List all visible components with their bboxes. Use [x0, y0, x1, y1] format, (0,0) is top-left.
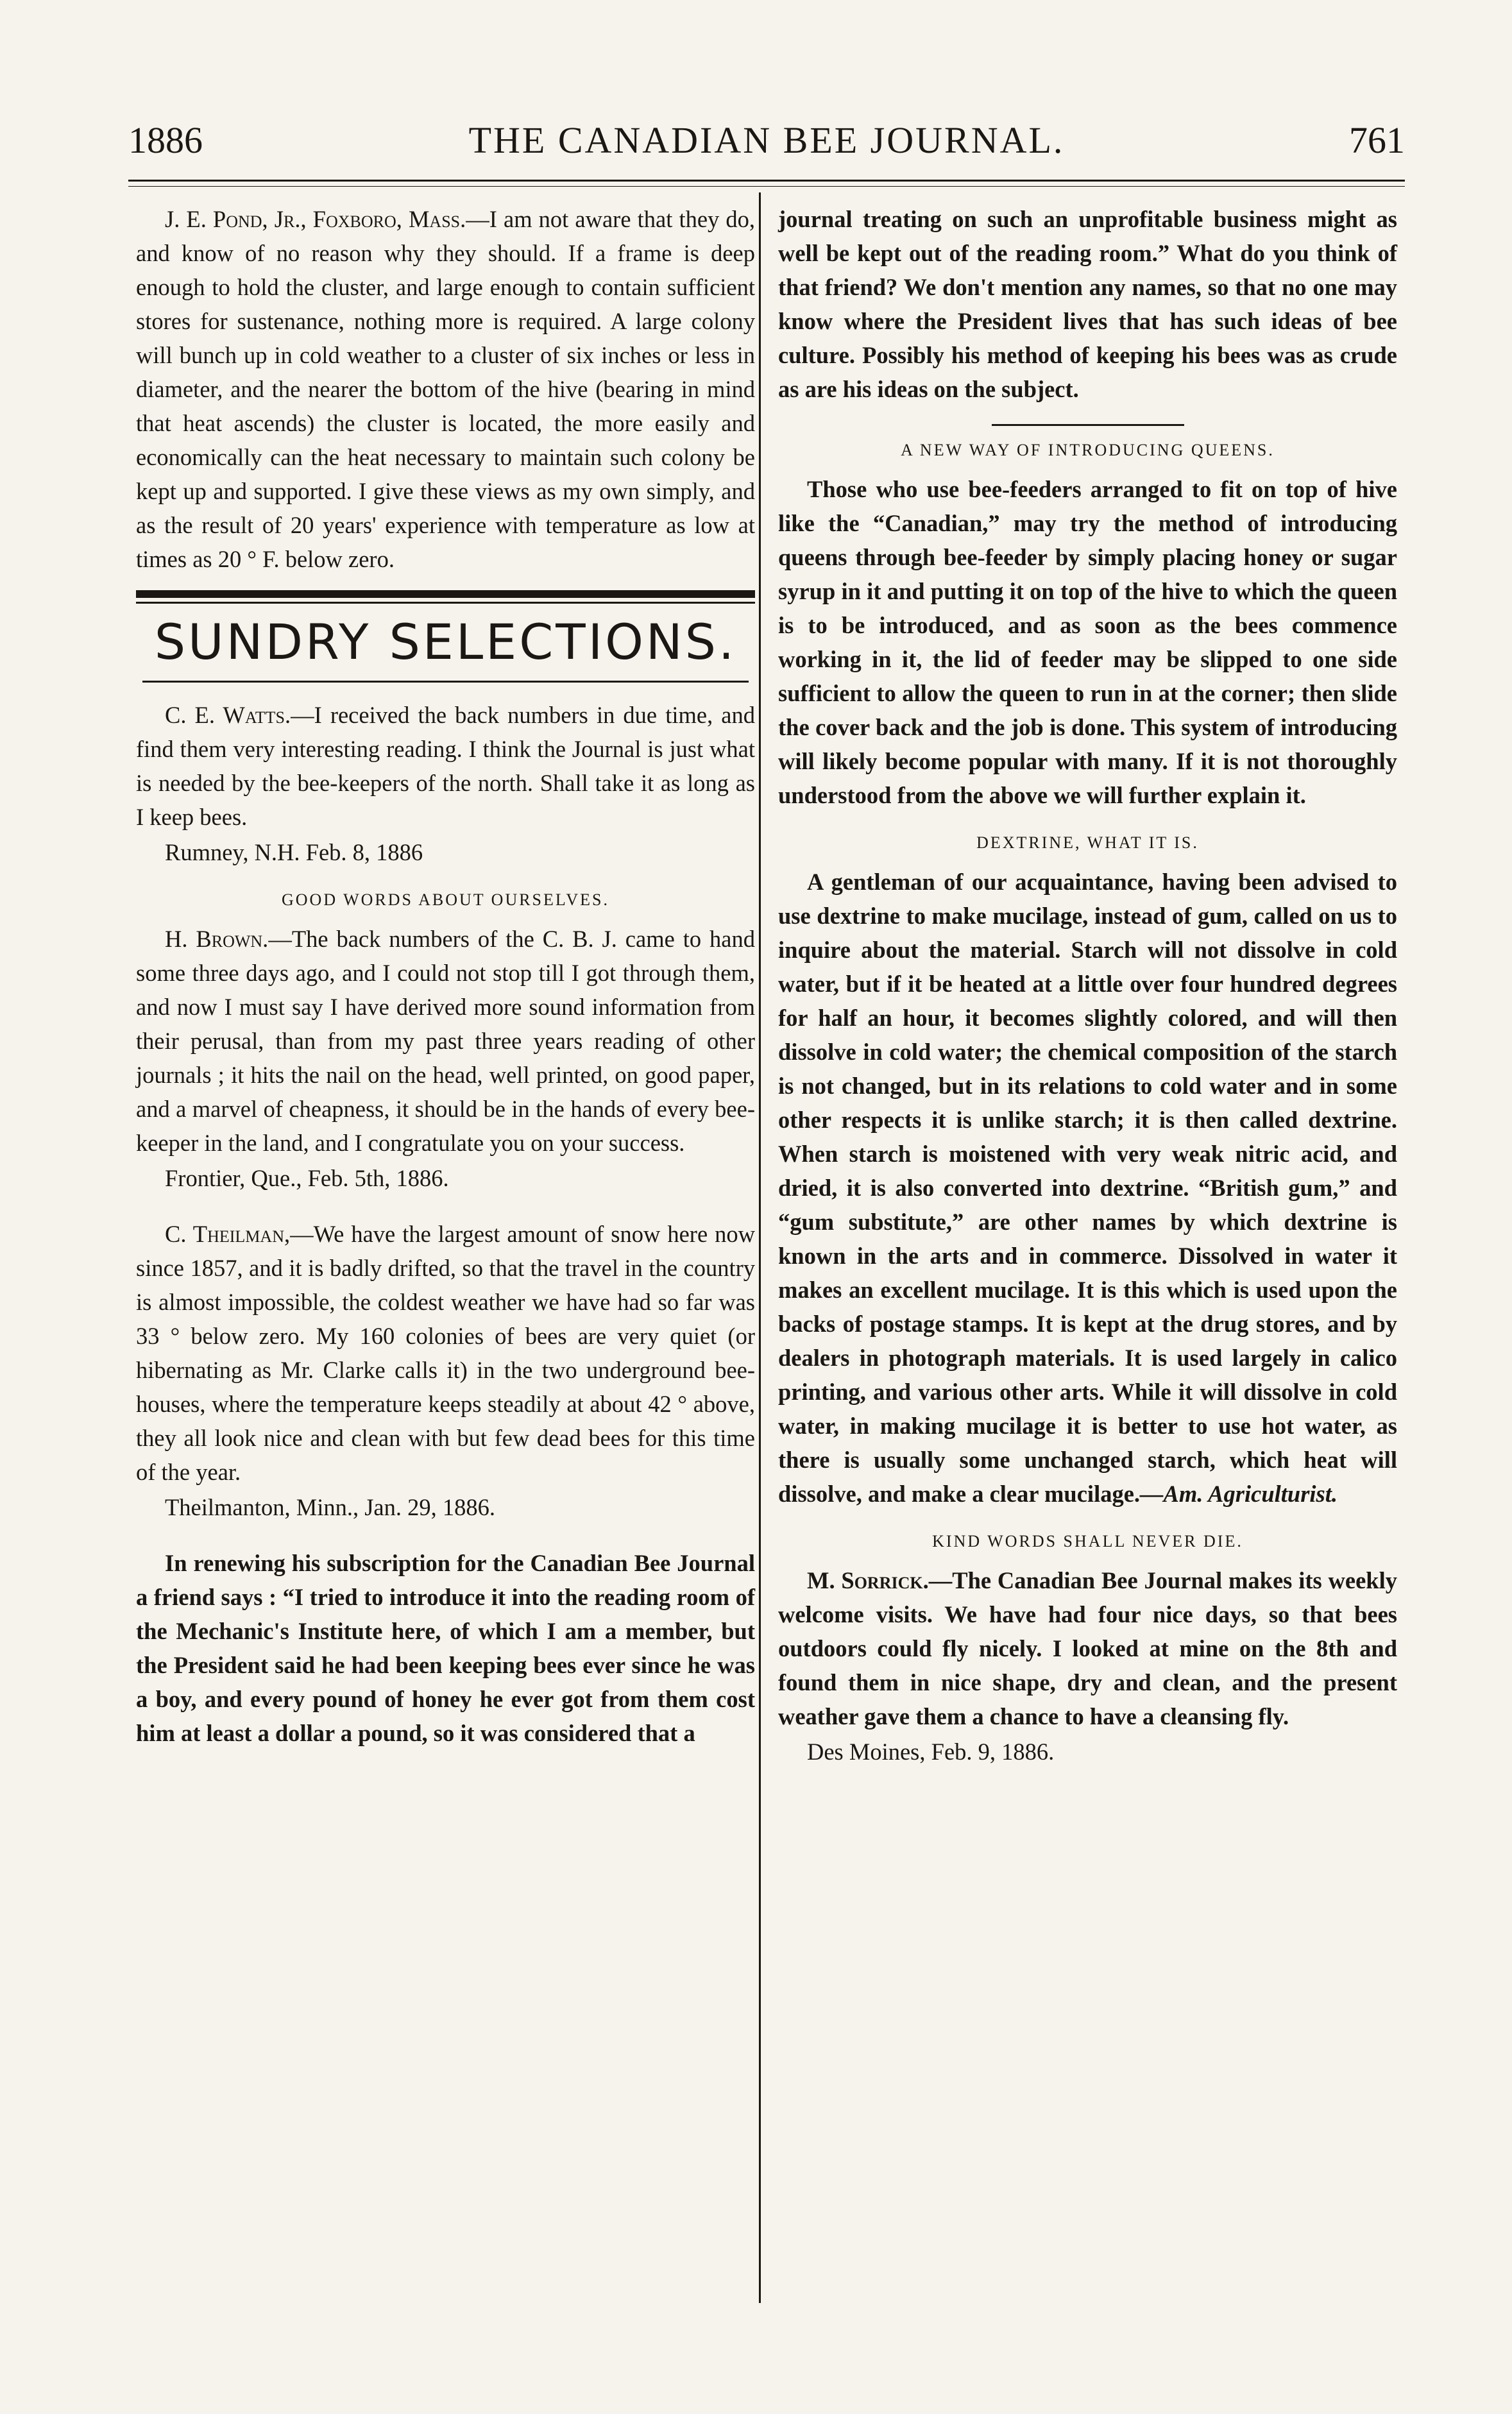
- brown-letter: [136, 922, 755, 1195]
- watts-letter: [136, 698, 755, 869]
- header-rule: [128, 180, 1405, 182]
- sundry-selections-banner: [136, 590, 755, 683]
- theilman-letter: [136, 1217, 755, 1524]
- spacer: [136, 1524, 755, 1546]
- renewing-body: In renewing his subscription for the Canadian Bee Journal a friend says : “I tried to introduce it into the reading room of the Mechanic's Institute here, of which I am a member, but the President said he had been keeping bees ever since he was a boy, and every pound of honey he ever got from them cost him at least a dollar a pound, so it was considered that a: [136, 1550, 755, 1746]
- section-title: SUNDRY SELECTIONS.: [154, 613, 737, 670]
- dextrine-body: A gentleman of our acquaintance, having been advised to use dextrine to make mucilage, instead of gum, called on us to inquire about the material. Starch will not dissolve in cold water, but if it be heated at a little over four hundred degrees for half an hour, it becomes slightly colored, and will then dissolve in cold water; the chemical composition of the starch is not changed, but in its relations to cold water and in some other respects it is unlike starch; it is then called dextrine. When starch is moistened with very weak nitric acid, and dried, it is also converted into dextrine. “British gum,” and “gum substitute,” are other names by which dextrine is known in the arts and in commerce. Dissolved in water it makes an excellent mucilage. It is this which is used upon the backs of postage stamps. It is kept at the drug stores, and by dealers in photograph materials. It is used largely in calico printing, and various other arts. While it will dissolve in cold water, in making mucilage it is better to use hot water, as there is usually some unchanged starch, which heat will dissolve, and make a clear mucilage.: [778, 869, 1397, 1507]
- article-separator: [992, 424, 1184, 426]
- brown-place: Frontier, Que., Feb. 5th, 1886.: [165, 1165, 449, 1191]
- header-rule-thin: [128, 186, 1405, 187]
- queens-article: [778, 472, 1397, 812]
- watts-body: —I received the back numbers in due time, and find them very interesting reading. I think the Journal is just what is needed by the bee-keepers of the north. Shall take it as long as I keep bees.: [136, 702, 755, 830]
- right-column: [778, 202, 1397, 1769]
- queens-heading: A NEW WAY OF INTRODUCING QUEENS.: [901, 441, 1275, 459]
- pond-letter: [136, 202, 755, 576]
- journal-title: THE CANADIAN BEE JOURNAL.: [468, 119, 1065, 161]
- dextrine-article: [778, 865, 1397, 1511]
- page-number: 761: [1349, 119, 1405, 161]
- theilman-body: —We have the largest amount of snow here now since 1857, and it is badly drifted, so that the travel in the country is almost impossible, the coldest weather we have had so far was 33 ° below zero. My 160 colonies of bees are very quiet (or hibernating as Mr. Clarke calls it) in the two underground bee-houses, where the temperature keeps steadily at about 42 ° above, they all look nice and clean with but few dead bees for this time of the year.: [136, 1221, 755, 1485]
- renewing-paragraph: [136, 1546, 755, 1750]
- header-year: 1886: [128, 119, 203, 161]
- left-column: [136, 202, 755, 1750]
- pond-body: —I am not aware that they do, and know of no reason why they should. If a frame is deep enough to hold the cluster, and large enough to contain sufficient stores for sustenance, nothing more is required. A large colony will bunch up in cold weather to a cluster of six inches or less in diameter, and the nearer the bottom of the hive (bearing in mind that heat ascends) the cluster is located, the more easily and economically can the heat necessary to maintain such colony be kept up and supported. I give these views as my own simply, and as the result of 20 years' experience with temperature as low at times as 20 ° F. below zero.: [136, 206, 755, 572]
- page-header: [128, 119, 1405, 176]
- sorrick-place: Des Moines, Feb. 9, 1886.: [807, 1738, 1055, 1765]
- banner-thick-rule: [136, 590, 755, 598]
- theilman-author: C. Theilman,: [165, 1221, 291, 1247]
- theilman-place: Theilmanton, Minn., Jan. 29, 1886.: [165, 1494, 496, 1520]
- watts-place: Rumney, N.H. Feb. 8, 1886: [165, 839, 423, 865]
- good-words-heading: GOOD WORDS ABOUT OURSELVES.: [281, 890, 610, 909]
- kind-words-heading: KIND WORDS SHALL NEVER DIE.: [932, 1532, 1243, 1551]
- spacer: [136, 1195, 755, 1217]
- brown-body: —The back numbers of the C. B. J. came to hand some three days ago, and I could not stop till I got through them, and now I must say I have derived more sound information from their perusal, than from my past three years reading of other journals ; it hits the nail on the head, well printed, on good paper, and a marvel of cheapness, it should be in the hands of every bee-keeper in the land, and I congratulate you on your success.: [136, 926, 755, 1156]
- dextrine-heading: DEXTRINE, WHAT IT IS.: [976, 833, 1199, 852]
- brown-author: H. Brown.: [165, 926, 269, 952]
- queens-body: Those who use bee-feeders arranged to fit on top of hive like the “Canadian,” may try the method of introducing queens through bee-feeder by simply placing honey or sugar syrup in it and putting it on top of the hive to which the queen is to be introduced, and as soon as the bees commence working in it, the lid of feeder may be slipped to one side sufficient to allow the queen to run in at the corner; then slide the cover back and the job is done. This system of introducing will likely become popular with many. If it is not thoroughly understood from the above we will further explain it.: [778, 476, 1397, 808]
- banner-bottom-rule: [142, 681, 749, 683]
- sorrick-author: M. Sorrick.: [807, 1567, 929, 1594]
- dextrine-source: —Am. Agriculturist.: [1140, 1481, 1338, 1507]
- pond-author: J. E. Pond, Jr., Foxboro, Mass.: [165, 206, 466, 232]
- renewing-cont-body: journal treating on such an unprofitable business might as well be kept out of the reading room.” What do you think of that friend? We don't mention any names, so that no one may know where the President lives that has such ideas of bee culture. Possibly his method of keeping his bees was as crude as are his ideas on the subject.: [778, 206, 1397, 402]
- watts-author: C. E. Watts.: [165, 702, 291, 728]
- column-divider: [759, 192, 761, 2303]
- renewing-continued: [778, 202, 1397, 406]
- sorrick-letter: [778, 1563, 1397, 1733]
- sorrick-body: —The Canadian Bee Journal makes its weekly welcome visits. We have had four nice days, so that bees outdoors could fly nicely. I looked at mine on the 8th and found them in nice shape, dry and clean, and the present weather gave them a chance to have a cleansing fly.: [778, 1567, 1397, 1730]
